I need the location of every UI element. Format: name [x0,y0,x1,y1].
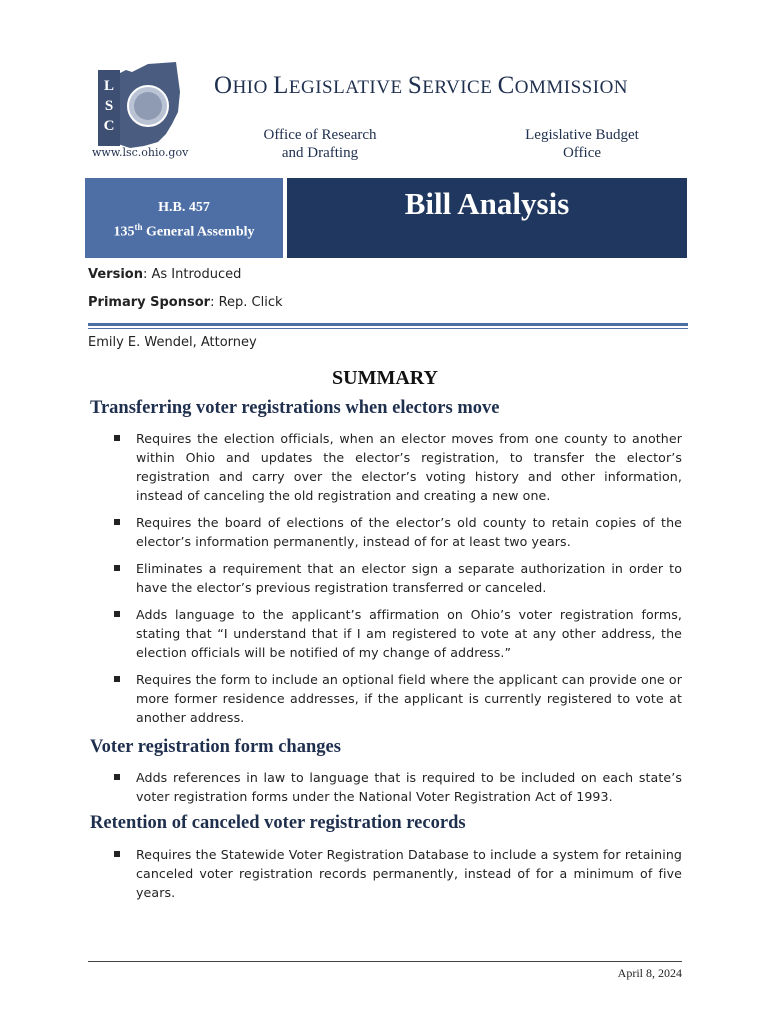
bill-analysis-banner [287,178,687,258]
office-legislative-budget: Legislative Budget Office [525,127,639,161]
footer-date: April 8, 2024 [617,966,682,980]
version-line: Version: As Introduced [88,267,242,282]
section-heading-retention: Retention of canceled voter registration records [90,813,466,833]
website-url[interactable]: www.lsc.ohio.gov [92,146,189,159]
transferring-bullets [112,429,682,727]
logo-letter-s: S [104,98,114,114]
list-item: Requires the form to include an optional field where the applicant can provide one or more former residence addresses, if the applicant is currently registered to vote at another address. [112,670,682,727]
list-item: Adds language to the applicant’s affirmation on Ohio’s voter registration forms, stating that “I understand that if I am registered to vote at any other address, the election officials will be notified of my change of address.” [112,605,682,662]
document-title: Bill Analysis [404,186,570,221]
bill-number: H.B. 457 [158,200,210,215]
office-research-drafting: Office of Research and Drafting [263,127,377,161]
logo-letter-l: L [103,78,115,94]
list-item: Requires the Statewide Voter Registration Database to include a system for retaining canceled voter registration records permanently, instead of for a minimum of five years. [112,845,682,902]
lsc-logo [96,62,186,148]
footer-divider [88,961,682,962]
section-heading-transferring: Transferring voter registrations when electors move [90,398,500,418]
sponsor-line: Primary Sponsor: Rep. Click [88,295,283,310]
author-line: Emily E. Wendel, Attorney [88,335,257,350]
header-divider [88,323,688,329]
list-item: Requires the board of elections of the elector’s old county to retain copies of the elector’s information permanently, instead of for at least two years. [112,513,682,551]
retention-bullets [112,845,682,902]
list-item: Eliminates a requirement that an elector sign a separate authorization in order to have the elector’s previous registration transferred or canceled. [112,559,682,597]
general-assembly: 135th General Assembly [113,222,255,240]
logo-letter-c: C [103,118,115,134]
form-changes-bullets [112,768,682,806]
summary-heading: SUMMARY [332,367,438,389]
bill-info-panel [85,178,283,258]
section-heading-form-changes: Voter registration form changes [90,737,341,757]
org-title: OHIO LEGISLATIVE SERVICE COMMISSION [214,72,629,99]
list-item: Adds references in law to language that is required to be included on each state’s voter registration forms under the National Voter Registration Act of 1993. [112,768,682,806]
list-item: Requires the election officials, when an elector moves from one county to another within Ohio and updates the elector’s registration, to transfer the elector’s registration and carry over the elector’s voting history and other information, instead of canceling the old registration and creating a new one. [112,429,682,505]
